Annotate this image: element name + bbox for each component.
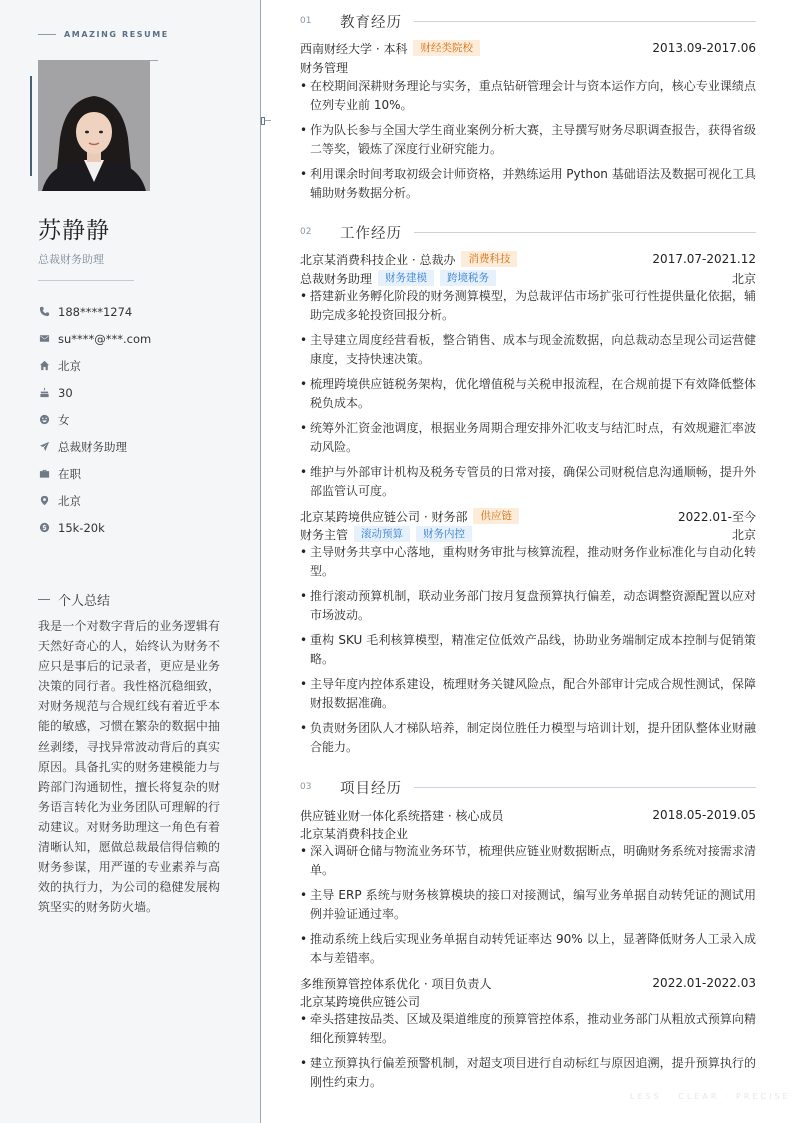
brand <box>38 30 169 39</box>
photo-accent-bar <box>30 76 32 176</box>
section-work-header <box>300 222 756 242</box>
section-projects-header <box>300 777 756 797</box>
contact-age <box>38 379 151 406</box>
skill-tag: 滚动预算 <box>354 526 410 542</box>
job-1-company-row <box>300 250 756 268</box>
job-2-role-row <box>300 525 756 543</box>
name-divider <box>38 280 134 281</box>
list-item: • 负责财务团队人才梯队培养，制定岗位胜任力模型与培训计划，提升团队整体业财融合能力。 <box>300 719 756 757</box>
section-number: 03 <box>300 782 312 792</box>
industry-tag: 消费科技 <box>461 251 517 267</box>
list-item: • 作为队长参与全国大学生商业案例分析大赛，主导撰写财务尽职调查报告，获得省级二等奖，锻炼了深度行业研究能力。 <box>300 121 756 159</box>
contact-text: 30 <box>58 385 73 400</box>
company-name: 北京某消费科技企业 · 总裁办 <box>300 252 456 267</box>
briefcase-icon <box>38 468 50 480</box>
summary-title: 个人总结 <box>58 594 111 609</box>
contact-salary <box>38 514 151 541</box>
list-item: • 梳理跨境供应链税务架构，优化增值税与关税申报流程，在合规前提下有效降低整体税负成本。 <box>300 375 756 413</box>
contact-location <box>38 487 151 514</box>
company-name: 北京某跨境供应链公司 · 财务部 <box>300 509 468 524</box>
send-icon <box>38 441 50 453</box>
location-pin-icon <box>38 495 50 507</box>
section-education-header <box>300 11 756 31</box>
sidebar <box>0 0 261 1123</box>
section-rule <box>414 21 756 22</box>
list-item: • 统筹外汇资金池调度，根据业务周期合理安排外汇收支与结汇时点，有效规避汇率波动风险。 <box>300 419 756 457</box>
section-title: 工作经历 <box>340 225 402 242</box>
list-item: • 主导 ERP 系统与财务核算模块的接口对接测试，编写业务单据自动转凭证的测试用例并验证通过率。 <box>300 886 756 924</box>
brand-text: AMAZING RESUME <box>64 30 169 39</box>
project-date: 2022.01-2022.03 <box>652 976 756 990</box>
full-name: 苏静静 <box>38 218 110 244</box>
major: 财务管理 <box>300 60 349 75</box>
contact-text: 北京 <box>58 493 81 508</box>
project-name: 供应链业财一体化系统搭建 · 核心成员 <box>300 808 504 823</box>
contact-text: 在职 <box>58 466 81 481</box>
project-1-org-row <box>300 824 756 842</box>
project-2-row <box>300 974 756 992</box>
contact-text: 188****1274 <box>58 304 133 319</box>
section-title: 项目经历 <box>340 780 402 797</box>
education-date: 2013.09-2017.06 <box>652 41 756 55</box>
education-school-row <box>300 39 756 57</box>
list-item: • 主导年度内控体系建设，梳理财务关键风险点，配合外部审计完成合规性测试，保障财报数据准确。 <box>300 675 756 713</box>
project-2-bullets <box>300 1010 756 1098</box>
project-name: 多维预算管控体系优化 · 项目负责人 <box>300 976 492 991</box>
section-rule <box>414 232 756 233</box>
skill-tag: 跨境税务 <box>440 270 496 286</box>
skill-tag: 财务内控 <box>416 526 472 542</box>
contact-gender <box>38 406 151 433</box>
job-title: 总裁财务助理 <box>38 253 104 266</box>
job-date: 2017.07-2021.12 <box>652 252 756 266</box>
contact-list <box>38 298 151 541</box>
contact-text: 总裁财务助理 <box>58 439 127 454</box>
footer-tagline: LESS · CLEAR · PRECISE <box>630 1092 791 1101</box>
project-2-org-row <box>300 992 756 1010</box>
cake-icon <box>38 387 50 399</box>
list-item: • 维护与外部审计机构及税务专管员的日常对接，确保公司财税信息沟通顺畅，提升外部监管认可度。 <box>300 463 756 501</box>
contact-phone <box>38 298 151 325</box>
avatar <box>38 60 150 191</box>
mail-icon <box>38 333 50 345</box>
education-major-row <box>300 58 756 76</box>
school-tag: 财经类院校 <box>413 40 480 56</box>
list-item: • 主导建立周度经营看板，整合销售、成本与现金流数据，向总裁动态呈现公司运营健康度，支持快速决策。 <box>300 331 756 369</box>
contact-text: 15k-20k <box>58 520 105 535</box>
money-icon <box>38 522 50 534</box>
skill-tag: 财务建模 <box>378 270 434 286</box>
section-title: 教育经历 <box>340 14 402 31</box>
list-item: • 主导财务共享中心落地，重构财务审批与核算流程，推动财务作业标准化与自动化转型。 <box>300 543 756 581</box>
list-item: • 利用课余时间考取初级会计师资格，并熟练运用 Python 基础语法及数据可视化工具辅助财务数据分析。 <box>300 165 756 203</box>
contact-home <box>38 352 151 379</box>
project-date: 2018.05-2019.05 <box>652 808 756 822</box>
list-item: • 深入调研仓储与物流业务环节，梳理供应链业财数据断点，明确财务系统对接需求清单。 <box>300 842 756 880</box>
summary-header <box>38 590 110 609</box>
list-item: • 牵头搭建按品类、区域及渠道维度的预算管控体系，推动业务部门从粗放式预算向精细化预算转型。 <box>300 1010 756 1048</box>
project-1-row <box>300 806 756 824</box>
job-1-role-row <box>300 269 756 287</box>
list-item: • 重构 SKU 毛利核算模型，精准定位低效产品线，协助业务端制定成本控制与促销策略。 <box>300 631 756 669</box>
job-city: 北京 <box>731 527 756 542</box>
timeline-marker <box>261 117 265 125</box>
list-item: • 在校期间深耕财务理论与实务，重点钻研管理会计与资本运作方向，核心专业课绩点位列专业前 10%。 <box>300 77 756 115</box>
contact-text: 女 <box>58 412 70 427</box>
job-date: 2022.01-至今 <box>678 509 756 524</box>
section-number: 02 <box>300 227 312 237</box>
project-org: 北京某跨境供应链公司 <box>300 994 421 1009</box>
contact-email <box>38 325 151 352</box>
summary-text: 我是一个对数字背后的业务逻辑有天然好奇心的人，始终认为财务不应只是事后的记录者，更应是业务决策的同行者。我性格沉稳细致，对财务规范与合规红线有着近乎本能的敏感，习惯在繁杂的数据中抽丝剥缕，寻找异常波动背后的真实原因。具备扎实的财务建模能力与跨部门沟通韧性，擅长将复杂的财务语言转化为业务团队可理解的行动建议。对财务助理这一角色有着清晰认知，愿做总裁最信得信赖的财务参谋，用严谨的专业素养与高效的执行力，为公司的稳健发展构筑坚实的财务防火墙。 <box>38 619 220 915</box>
school-name: 西南财经大学 · 本科 <box>300 41 408 56</box>
phone-icon <box>38 306 50 318</box>
job-1-bullets <box>300 287 756 507</box>
list-item: • 建立预算执行偏差预警机制，对超支项目进行自动标红与原因追溯，提升预算执行的刚性约束力。 <box>300 1054 756 1092</box>
summary-dash <box>38 599 50 600</box>
industry-tag: 供应链 <box>473 508 519 524</box>
job-city: 北京 <box>731 271 756 286</box>
section-rule <box>414 787 756 788</box>
section-number: 01 <box>300 16 312 26</box>
project-org: 北京某消费科技企业 <box>300 826 409 841</box>
home-icon <box>38 360 50 372</box>
contact-text: su****@***.com <box>58 331 152 346</box>
job-role: 总裁财务助理 <box>300 271 373 286</box>
profile-photo <box>38 60 150 191</box>
job-2-bullets <box>300 543 756 763</box>
list-item: • 推动系统上线后实现业务单据自动转凭证率达 90% 以上，显著降低财务人工录入成本与差错率。 <box>300 930 756 968</box>
list-item: • 推行滚动预算机制，联动业务部门按月复盘预算执行偏差，动态调整资源配置以应对市场波动。 <box>300 587 756 625</box>
job-2-company-row <box>300 507 756 525</box>
education-bullets <box>300 77 756 209</box>
contact-target-role <box>38 433 151 460</box>
smile-icon <box>38 414 50 426</box>
job-role: 财务主管 <box>300 527 349 542</box>
contact-status <box>38 460 151 487</box>
list-item: • 搭建新业务孵化阶段的财务测算模型，为总裁评估市场扩张可行性提供量化依据，辅助完成多轮投资回报分析。 <box>300 287 756 325</box>
project-1-bullets <box>300 842 756 974</box>
contact-text: 北京 <box>58 358 81 373</box>
brand-divider <box>38 34 56 35</box>
